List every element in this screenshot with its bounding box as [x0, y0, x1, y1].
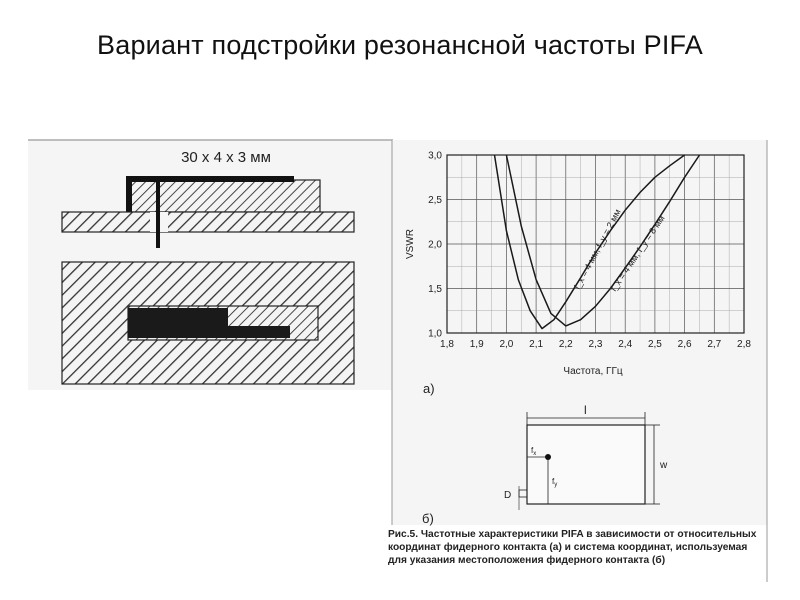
caption-line: координат фидерного контакта (а) и система координат, используемая — [388, 542, 748, 553]
ground-plane-side — [62, 212, 354, 232]
top-view — [62, 262, 354, 384]
feed-point — [545, 454, 551, 460]
panel-label-b: б) — [422, 511, 434, 526]
w-label: w — [660, 460, 668, 471]
x-tick-label: 2,8 — [737, 339, 751, 350]
d-label: D — [504, 490, 512, 501]
x-tick-label: 2,0 — [499, 339, 514, 350]
x-tick-label: 2,6 — [677, 339, 692, 350]
y-tick-label: 2,0 — [428, 239, 442, 251]
x-tick-label: 2,3 — [588, 339, 603, 350]
y-tick-label: 1,5 — [428, 284, 442, 295]
caption-line: Рис.5. Частотные характеристики PIFA в зависимости от относительных — [388, 529, 757, 540]
x-axis-label: Частота, ГГц — [563, 366, 623, 377]
x-tick-label: 2,4 — [618, 339, 633, 350]
x-tick-label: 2,1 — [529, 339, 544, 350]
patch-rectangle — [527, 425, 645, 504]
figure-caption — [388, 528, 773, 567]
slot-dark-extension — [228, 326, 290, 338]
x-tick-label: 2,2 — [558, 339, 573, 350]
y-tick-label: 3,0 — [428, 150, 442, 162]
x-tick-label: 1,8 — [440, 339, 454, 350]
x-tick-label: 2,5 — [647, 339, 662, 350]
panel-label-a: а) — [423, 381, 435, 396]
feed-pin — [156, 180, 160, 248]
series-2-label: f_x = 4 мм, f_y = 8 мм — [608, 213, 667, 294]
series-1-label: f_x = 4 мм, f_y = 2 мм — [571, 207, 623, 291]
pifa-drawing — [28, 140, 393, 390]
short-plate — [126, 176, 132, 212]
x-tick-label: 2,7 — [707, 339, 722, 350]
caption-line: для указания местоположения фидерного контакта (б) — [388, 555, 666, 566]
radiator-plate — [126, 176, 294, 182]
fy-label: $f_y$ — [552, 477, 558, 488]
page-title: Вариант подстройки резонансной частоты PIFA — [97, 30, 703, 60]
fx-label: $f_x$ — [531, 446, 537, 457]
chart-panel — [392, 140, 767, 582]
dimension-label: 30 x 4 x 3 мм — [181, 149, 271, 166]
y-tick-label: 2,5 — [428, 195, 442, 206]
y-axis-label: VSWR — [405, 229, 416, 259]
x-tick-label: 1,9 — [469, 339, 484, 350]
slot-dark — [128, 308, 228, 338]
y-tick-label: 1,0 — [428, 328, 442, 340]
l-label: l — [584, 403, 587, 417]
